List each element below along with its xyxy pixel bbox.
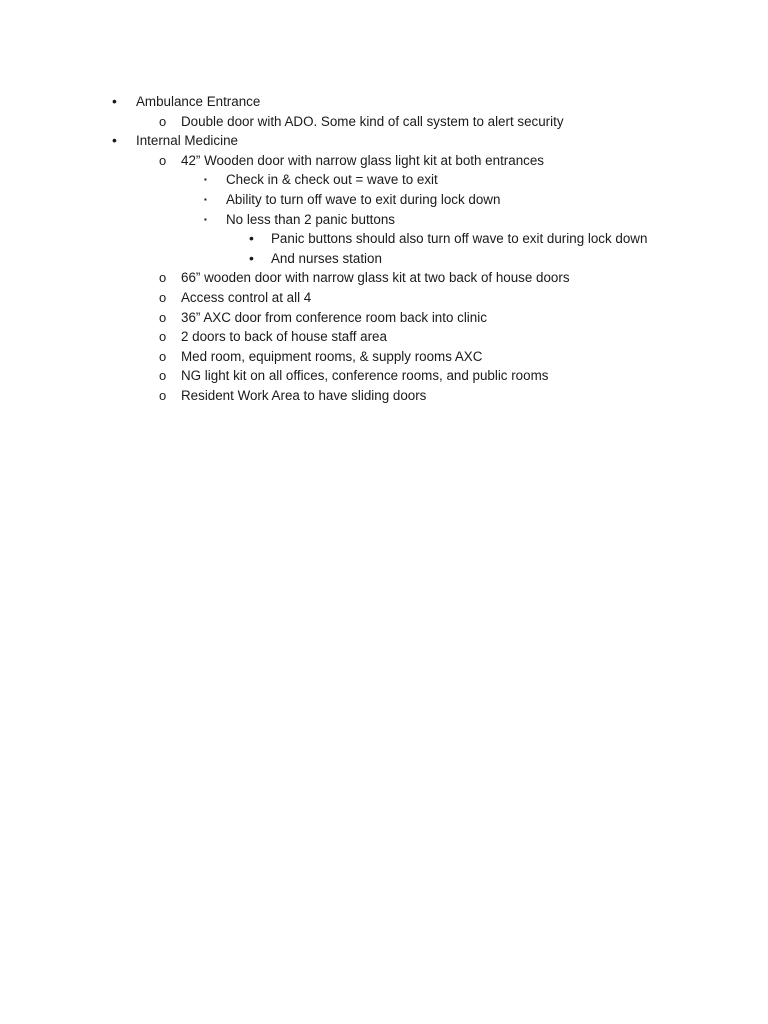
bullet-marker: o — [159, 289, 167, 305]
bullet-marker: • — [112, 132, 117, 149]
bullet-marker: • — [249, 230, 254, 247]
list-item-text: Check in & check out = wave to exit — [226, 172, 438, 188]
bullet-marker: o — [159, 329, 167, 345]
list-item-text: Internal Medicine — [136, 133, 238, 149]
list-item-text: 42” Wooden door with narrow glass light kit at both entrances — [181, 152, 544, 168]
list-item-text: Double door with ADO. Some kind of call system to alert security — [181, 113, 564, 129]
bullet-marker: ▪ — [204, 175, 207, 185]
list-item — [0, 288, 768, 308]
list-item — [0, 151, 768, 171]
list-item — [0, 112, 768, 132]
list-item-text: No less than 2 panic buttons — [226, 211, 395, 227]
bullet-marker: • — [249, 249, 254, 266]
list-item — [0, 366, 768, 386]
list-item-text: And nurses station — [271, 250, 382, 266]
bullet-marker: o — [159, 152, 167, 168]
bullet-marker: o — [159, 387, 167, 403]
list-item-text: Resident Work Area to have sliding doors — [181, 387, 427, 403]
bullet-marker: ▪ — [204, 194, 207, 204]
list-item-text: Access control at all 4 — [181, 289, 312, 305]
bullet-marker: o — [159, 309, 167, 325]
list-item-text: Ambulance Entrance — [136, 94, 261, 109]
list-item — [0, 170, 768, 190]
bullet-marker: o — [159, 348, 167, 364]
bullet-marker: ▪ — [204, 214, 207, 224]
list-item — [0, 268, 768, 288]
bullet-marker: o — [159, 368, 167, 384]
list-item-text: 36” AXC door from conference room back into clinic — [181, 309, 487, 325]
list-item — [0, 327, 768, 347]
list-item-text: Panic buttons should also turn off wave to exit during lock down — [271, 231, 648, 247]
list-item-text: 66” wooden door with narrow glass kit at two back of house doors — [181, 270, 570, 286]
list-item — [0, 190, 768, 210]
bullet-outline — [0, 92, 768, 406]
list-item-text: 2 doors to back of house staff area — [181, 329, 387, 345]
list-item — [0, 229, 768, 249]
list-item-text: Ability to turn off wave to exit during lock down — [226, 191, 501, 207]
list-item — [0, 210, 768, 230]
list-item-text: Med room, equipment rooms, & supply rooms AXC — [181, 348, 483, 364]
list-item — [0, 386, 768, 406]
list-item — [0, 308, 768, 328]
bullet-marker: • — [112, 93, 117, 109]
bullet-marker: o — [159, 113, 167, 129]
list-item — [0, 92, 768, 112]
bullet-marker: o — [159, 270, 167, 286]
list-item — [0, 347, 768, 367]
list-item — [0, 131, 768, 151]
list-item — [0, 249, 768, 269]
list-item-text: NG light kit on all offices, conference rooms, and public rooms — [181, 368, 549, 384]
